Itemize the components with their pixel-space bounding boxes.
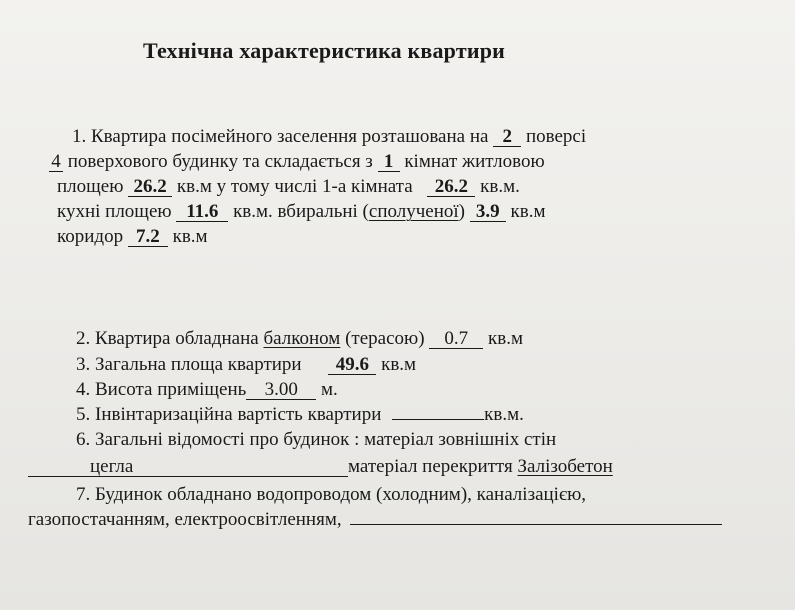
item1-text: кв.м. вбиральні ( — [233, 201, 369, 222]
floors-total-value: 4 — [49, 153, 63, 172]
item1-text: кв.м — [172, 226, 208, 247]
item2-line — [76, 328, 523, 350]
total-area-value: 49.6 — [328, 356, 376, 375]
item7-text: 7. Будинок обладнано водопроводом (холодним), каналізацією, — [76, 484, 587, 505]
room1-area-value: 26.2 — [427, 178, 475, 197]
item2-text: 2. Квартира обладнана — [76, 328, 259, 349]
item1-text: 1. Квартира посімейного заселення розташована на — [72, 126, 489, 147]
wall-material-text: цегла — [90, 456, 134, 477]
item1-line4 — [57, 201, 545, 223]
item3-text: 3. Загальна площа квартири — [76, 354, 302, 375]
item5-text: кв.м. — [484, 404, 524, 425]
document-title: Технічна характеристика квартири — [143, 38, 506, 63]
item4-text: 4. Висота приміщень — [76, 379, 247, 400]
item5-text: 5. Інвінтаризаційна вартість квартири — [76, 404, 382, 425]
item6-line1 — [76, 429, 556, 451]
item1-text: поверсі — [525, 126, 587, 147]
item1-text: поверхового будинку та складається з — [67, 151, 373, 172]
balcony-area-value: 0.7 — [429, 330, 483, 349]
item1-line5 — [57, 226, 208, 248]
corridor-area-value: 7.2 — [128, 228, 168, 247]
balcony-label: балконом — [263, 328, 341, 349]
item1-line3 — [57, 176, 520, 198]
item1-text: ) — [458, 201, 465, 222]
kitchen-area-value: 11.6 — [176, 203, 228, 222]
bathroom-area-value: 3.9 — [470, 203, 506, 222]
item1-text: коридор — [57, 226, 124, 247]
item7-line1 — [76, 484, 586, 506]
item1-text: кв.м. — [480, 176, 520, 197]
bathroom-type: сполученої — [368, 201, 459, 222]
item6-text: 6. Загальні відомості про будинок : матеріал зовнішніх стін — [76, 429, 557, 450]
floor-value: 2 — [493, 128, 521, 147]
rooms-value: 1 — [378, 153, 400, 172]
item2-text: кв.м — [488, 328, 524, 349]
item6-line2 — [28, 456, 613, 478]
item1-text: кімнат житловою — [404, 151, 545, 172]
item3-text: кв.м — [381, 354, 417, 375]
wall-material-value — [28, 458, 348, 477]
item4-text: м. — [321, 379, 338, 400]
item1-text: площею — [57, 176, 124, 197]
item1-text: кухні площею — [57, 201, 172, 222]
living-area-value: 26.2 — [128, 178, 172, 197]
height-value: 3.00 — [246, 381, 316, 400]
item1-text: кв.м у тому числі 1-а кімната — [176, 176, 413, 197]
item1-line1 — [72, 126, 586, 148]
item7-line2 — [28, 509, 722, 531]
item1-text: кв.м — [510, 201, 546, 222]
item5-line — [76, 404, 524, 426]
inventory-value-blank — [392, 419, 484, 420]
item3-line — [76, 354, 416, 376]
item7-text: газопостачанням, електроосвітленням, — [28, 509, 342, 530]
item1-line2 — [49, 151, 545, 173]
item2-text: (терасою) — [345, 328, 425, 349]
ceiling-material-value: Залізобетон — [517, 456, 613, 477]
item4-line — [76, 379, 338, 401]
item6-text: матеріал перекриття — [348, 456, 513, 477]
item7-extra-blank — [350, 524, 722, 525]
